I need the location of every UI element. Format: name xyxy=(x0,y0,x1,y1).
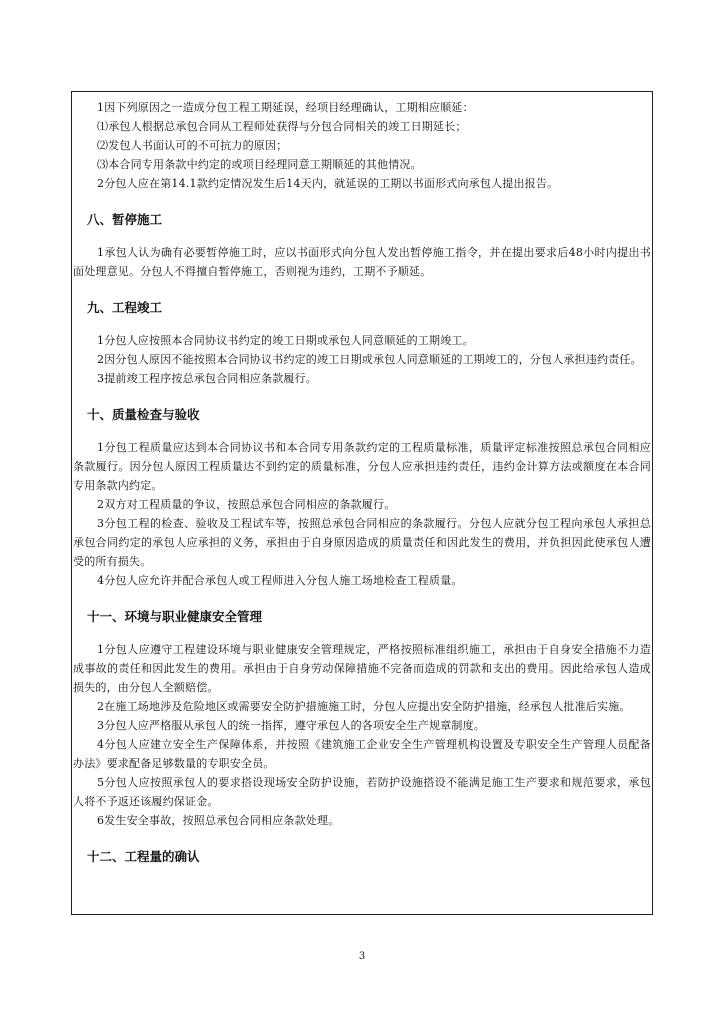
section-heading-safety: 十一、环境与职业健康安全管理 xyxy=(87,609,263,624)
paragraph-safety-3: 3分包人应严格服从承包人的统一指挥，遵守承包人的各项安全生产规章制度。 xyxy=(97,719,485,732)
page-number: 3 xyxy=(358,951,366,962)
paragraph-delay-cause-2: ⑵发包人书面认可的不可抗力的原因； xyxy=(97,139,288,152)
paragraph-delay-cause-3: ⑶本合同专用条款中约定的或项目经理同意工期顺延的其他情况。 xyxy=(97,158,422,171)
section-heading-quality: 十、质量检查与验收 xyxy=(87,407,200,422)
paragraph-safety-5: 5分包人应按照承包人的要求搭设现场安全防护设施，若防护设施搭设不能满足施工生产要求和规范要求，承包人将不予返还该履约保证金。 xyxy=(73,776,651,808)
paragraph-safety-4: 4分包人应建立安全生产保障体系，并按照《建筑施工企业安全生产管理机构设置及专职安全生产管理人员配备办法》要求配备足够数量的专职安全员。 xyxy=(73,738,651,770)
paragraph-delay-cause-1: ⑴承包人根据总承包合同从工程师处获得与分包合同相关的竣工日期延长； xyxy=(97,120,467,133)
paragraph-quality-4: 4分包人应允许并配合承包人或工程师进入分包人施工场地检查工程质量。 xyxy=(97,574,463,587)
contract-content xyxy=(72,98,652,866)
paragraph-completion-3: 3提前竣工程序按总承包合同相应条款履行。 xyxy=(97,372,317,385)
paragraph-safety-2: 2在施工场地涉及危险地区或需要安全防护措施施工时，分包人应提出安全防护措施，经承包人批准后实施。 xyxy=(97,700,631,713)
paragraph-quality-1: 1分包工程质量应达到本合同协议书和本合同专用条款约定的工程质量标准，质量评定标准按照总承包合同相应条款履行。因分包人原因工程质量达不到约定的质量标准，分包人应承担违约责任，违约金计算方法或额度在本合同专用条款内约定。 xyxy=(73,441,651,492)
paragraph-delay-causes: 1因下列原因之一造成分包工程工期延误，经项目经理确认，工期相应顺延： xyxy=(97,101,474,114)
contract-table-frame xyxy=(71,91,653,915)
paragraph-completion-1: 1分包人应按照本合同协议书约定的竣工日期或承包人同意顺延的工期竣工。 xyxy=(97,334,474,347)
paragraph-quality-2: 2双方对工程质量的争议，按照总承包合同相应的条款履行。 xyxy=(97,498,396,511)
section-heading-completion: 九、工程竣工 xyxy=(87,300,163,315)
paragraph-quality-3: 3分包工程的检查、验收及工程试车等，按照总承包合同相应的条款履行。分包人应就分包工程向承包人承担总承包合同约定的承包人应承担的义务，承担由于自身原因造成的质量责任和因此发生的费用，并负担因此使承包人遭受的所有损失。 xyxy=(73,517,651,568)
paragraph-safety-1: 1分包人应遵守工程建设环境与职业健康安全管理规定，严格按照标准组织施工，承担由于自身安全措施不力造成事故的责任和因此发生的费用。承担由于自身劳动保障措施不完备而造成的罚款和支出的费用。因此给承包人造成损失的，由分包人全额赔偿。 xyxy=(73,643,651,694)
paragraph-safety-6: 6发生安全事故，按照总承包合同相应条款处理。 xyxy=(97,814,340,827)
section-heading-quantity: 十二、工程量的确认 xyxy=(87,849,200,864)
paragraph-suspension-1: 1承包人认为确有必要暂停施工时，应以书面形式向分包人发出暂停施工指令，并在提出要求后48小时内提出书面处理意见。分包人不得擅自暂停施工，否则视为违约，工期不予顺延。 xyxy=(73,246,651,278)
section-heading-suspension: 八、暂停施工 xyxy=(87,212,163,227)
paragraph-delay-report: 2分包人应在第14.1款约定情况发生后14天内，就延误的工期以书面形式向承包人提出报告。 xyxy=(97,177,559,190)
paragraph-completion-2: 2因分包人原因不能按照本合同协议书约定的竣工日期或承包人同意顺延的工期竣工的，分包人承担违约责任。 xyxy=(97,353,642,366)
